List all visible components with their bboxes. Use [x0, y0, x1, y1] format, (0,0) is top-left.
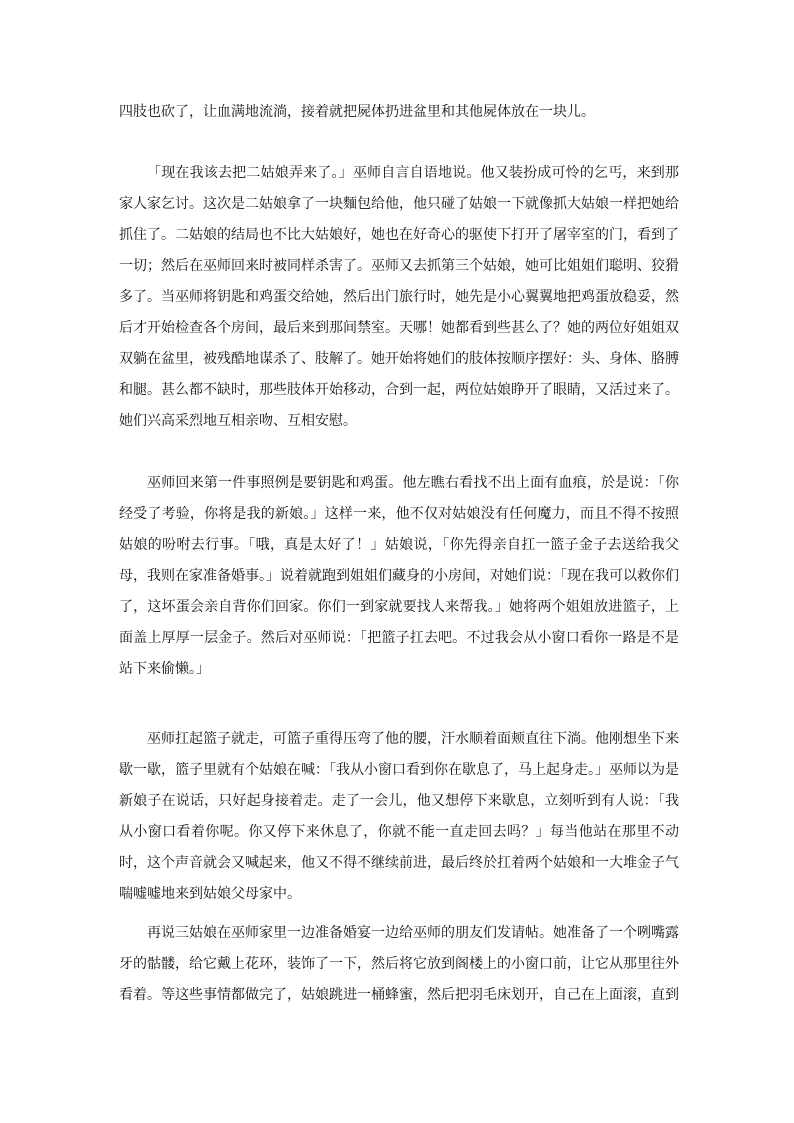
paragraph-1: 四肢也砍了，让血满地流淌，接着就把屍体扔进盆里和其他屍体放在一块儿。 [119, 104, 595, 120]
paragraph-5: 再说三姑娘在巫师家里一边准备婚宴一边给巫师的朋友们发请帖。她准备了一个咧嘴露牙的骷髅，给它戴上花环，装饰了一下，然后将它放到阁楼上的小窗口前，让它从那里往外看着。等这些事情都做完了，姑娘跳进一桶蜂蜜，然后把羽毛床划开，自己在上面滚，直到 [119, 925, 679, 1003]
paragraph-3: 巫师回来第一件事照例是要钥匙和鸡蛋。他左瞧右看找不出上面有血痕，於是说：「你经受了考验，你将是我的新娘。」这样一来，他不仅对姑娘没有任何魔力，而且不得不按照姑娘的吩咐去行事。「哦，真是太好了！」姑娘说，「你先得亲自扛一篮子金子去送给我父母，我则在家准备婚事。」说着就跑到姐姐们藏身的小房间，对她们说：「现在我可以救你们了，这坏蛋会亲自背你们回家。你们一到家就要找人来帮我。」她将两个姐姐放进篮子，上面盖上厚厚一层金子。然后对巫师说：「把篮子扛去吧。不过我会从小窗口看你一路是不是站下来偷懒。」 [119, 475, 679, 677]
paragraph-4: 巫师扛起篮子就走，可篮子重得压弯了他的腰，汗水顺着面颊直往下淌。他刚想坐下来歇一歇，篮子里就有个姑娘在喊：「我从小窗口看到你在歇息了，马上起身走。」巫师以为是新娘子在说话，只好起身接着走。走了一会儿，他又想停下来歇息，立刻听到有人说：「我从小窗口看着你呢。你又停下来休息了，你就不能一直走回去吗？」每当他站在那里不动时，这个声音就会又喊起来，他又不得不继续前进，最后终於扛着两个姑娘和一大堆金子气喘嘘嘘地来到姑娘父母家中。 [119, 731, 679, 902]
paragraph-2: 「现在我该去把二姑娘弄来了。」巫师自言自语地说。他又装扮成可怜的乞丐，来到那家人家乞讨。这次是二姑娘拿了一块麵包给他，他只碰了姑娘一下就像抓大姑娘一样把她给抓住了。二姑娘的结局也不比大姑娘好，她也在好奇心的驱使下打开了屠宰室的门，看到了一切；然后在巫师回来时被同样杀害了。巫师又去抓第三个姑娘，她可比姐姐们聪明、狡猾多了。当巫师将钥匙和鸡蛋交给她，然后出门旅行时，她先是小心翼翼地把鸡蛋放稳妥，然后才开始检查各个房间，最后来到那间禁室。天哪！她都看到些甚么了？她的两位好姐姐双双躺在盆里，被残酷地谋杀了、肢解了。她开始将她们的肢体按顺序摆好：头、身体、胳膊和腿。甚么都不缺时，那些肢体开始移动，合到一起，两位姑娘睁开了眼睛，又活过来了。她们兴高采烈地互相亲吻、互相安慰。 [119, 165, 679, 429]
